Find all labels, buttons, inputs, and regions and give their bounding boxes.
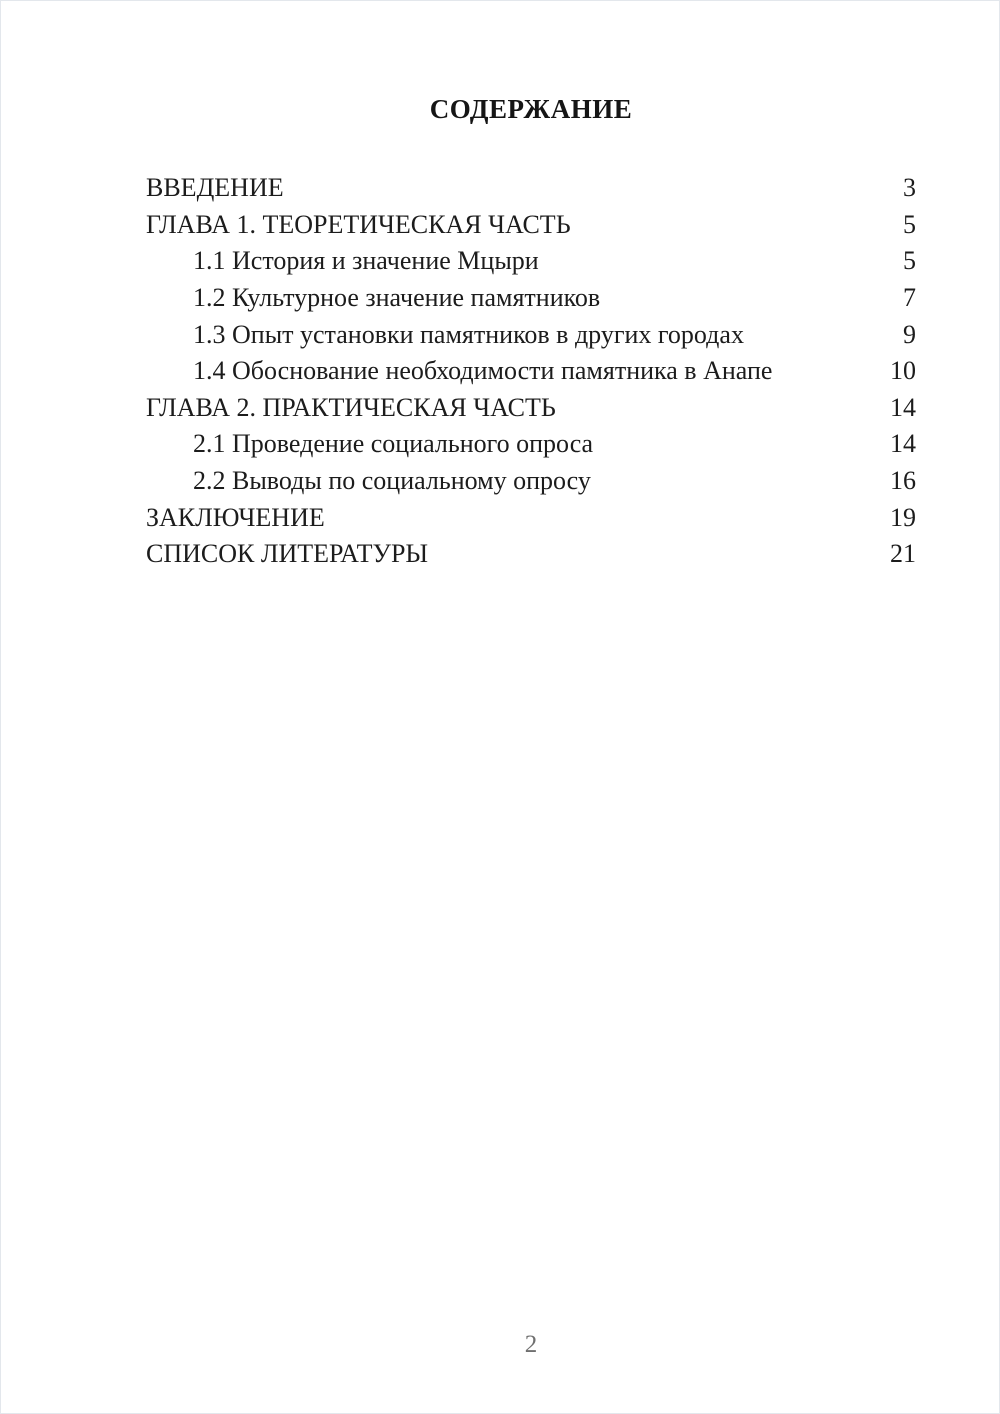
toc-entry-label: ГЛАВА 1. ТЕОРЕТИЧЕСКАЯ ЧАСТЬ: [146, 209, 571, 239]
toc-entry-page-number: 5: [903, 209, 916, 239]
toc-entry: [146, 499, 916, 536]
toc-entry: [146, 390, 916, 427]
toc-entry: [146, 353, 916, 390]
toc-entry-page-number: 19: [890, 502, 916, 532]
toc-entry-page-number: 14: [890, 429, 916, 459]
footer-page-number: 2: [524, 1331, 538, 1358]
toc-entry-label: 1.3 Опыт установки памятников в других городах: [193, 319, 744, 349]
toc-entry-page-number: 3: [903, 173, 916, 203]
toc-entry-label: ВВЕДЕНИЕ: [146, 173, 284, 203]
toc-entry: [146, 316, 916, 353]
toc-entry: [146, 243, 916, 280]
toc-entry-page-number: 14: [890, 392, 916, 422]
toc-entry-label: ГЛАВА 2. ПРАКТИЧЕСКАЯ ЧАСТЬ: [146, 392, 556, 422]
toc-entry-label: 2.2 Выводы по социальному опросу: [193, 466, 591, 496]
toc-entry-page-number: 16: [890, 466, 916, 496]
toc-entry-label: 1.2 Культурное значение памятников: [193, 283, 601, 313]
toc-entry-page-number: 10: [890, 356, 916, 386]
toc-list: [146, 170, 916, 573]
toc-entry: [146, 536, 916, 573]
toc-entry-page-number: 21: [890, 539, 916, 569]
toc-title: СОДЕРЖАНИЕ: [429, 94, 633, 124]
toc-entry-label: ЗАКЛЮЧЕНИЕ: [146, 502, 325, 532]
toc-entry-page-number: 7: [903, 283, 916, 313]
toc-entry: [146, 280, 916, 317]
toc-entry-label: 1.1 История и значение Мцыри: [193, 246, 539, 276]
toc-entry: [146, 170, 916, 207]
toc-entry-page-number: 9: [903, 319, 916, 349]
toc-entry: [146, 207, 916, 244]
toc-entry-label: СПИСОК ЛИТЕРАТУРЫ: [146, 539, 429, 569]
toc-entry-label: 2.1 Проведение социального опроса: [193, 429, 594, 459]
toc-entry-label: 1.4 Обоснование необходимости памятника в Анапе: [193, 356, 773, 386]
toc-entry: [146, 463, 916, 500]
toc-entry: [146, 426, 916, 463]
toc-entry-page-number: 5: [903, 246, 916, 276]
